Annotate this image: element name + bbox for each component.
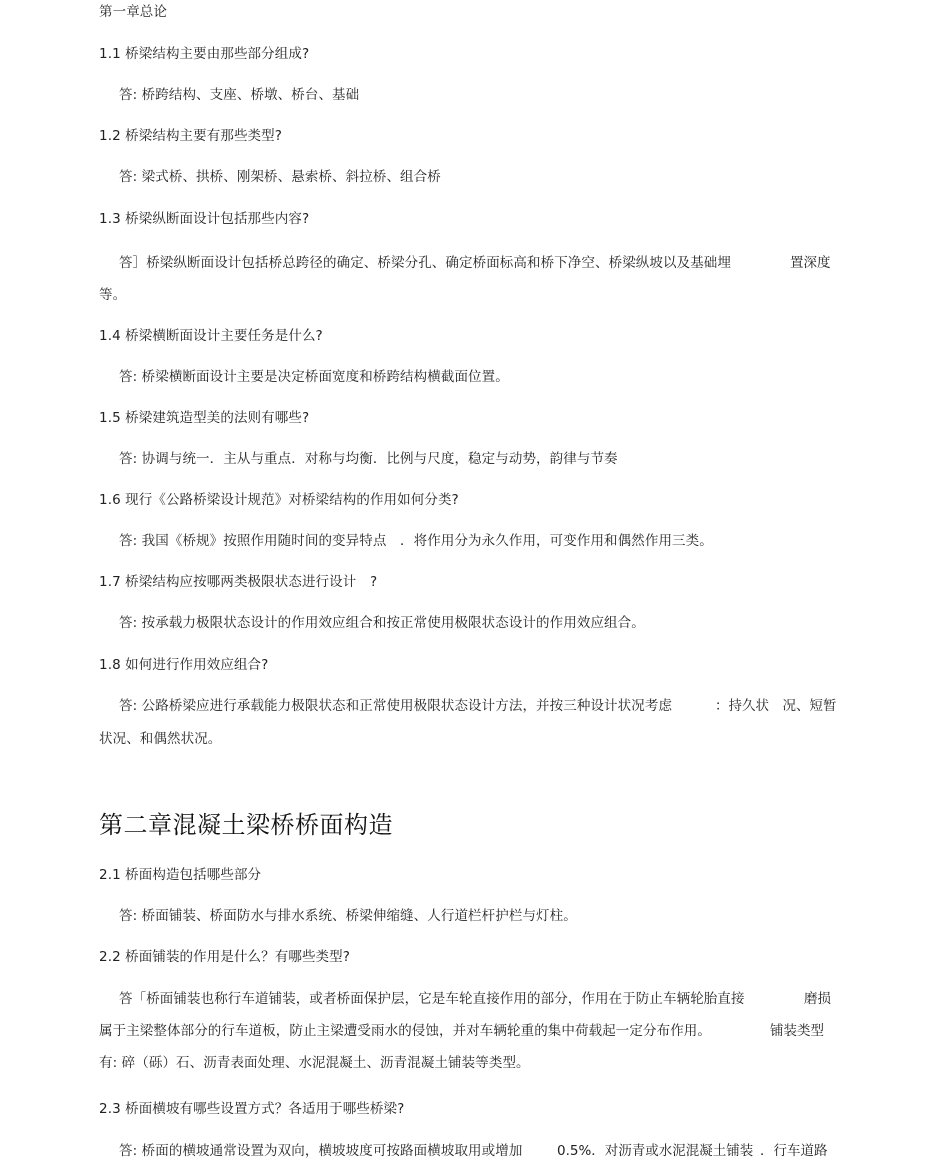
question-2-2: 2.2 桥面铺装的作用是什么？有哪些类型? [99,949,351,965]
question-1-6: 1.6 现行《公路桥梁设计规范》对桥梁结构的作用如何分类? [99,492,459,508]
answer-1-3-line-1: 答］桥梁纵断面设计包括桥总跨径的确定、桥梁分孔、确定桥面标高和桥下净空、桥梁纵坡以及基础埋 [119,255,731,271]
chapter-2-title: 第二章混凝土梁桥桥面构造 [99,811,393,839]
answer-2-2-line-2: 属于主梁整体部分的行车道板，防止主梁遭受雨水的侵蚀，并对车辆轮重的集中荷载起一定分布作用。 [99,1023,711,1039]
answer-2-1: 答: 桥面铺装、桥面防水与排水系统、桥梁伸缩缝、人行道栏杆护栏与灯柱。 [119,908,577,924]
answer-2-2-line-3: 有: 碎（砾）石、沥青表面处理、水泥混凝土、沥青混凝土铺装等类型。 [99,1055,530,1071]
answer-1-4: 答: 桥梁横断面设计主要是决定桥面宽度和桥跨结构横截面位置。 [119,369,509,385]
answer-1-3-line-1-end: 置深度 [790,255,831,271]
question-2-1: 2.1 桥面构造包括哪些部分 [99,867,262,883]
chapter-1-title: 第一章总论 [99,4,167,20]
answer-1-2: 答: 梁式桥、拱桥、刚架桥、悬索桥、斜拉桥、组合桥 [119,169,441,185]
answer-1-6: 答: 我国《桥规》按照作用随时间的变异特点 ．将作用分为永久作用，可变作用和偶然作用三类。 [119,533,713,549]
question-1-4: 1.4 桥梁横断面设计主要任务是什么? [99,328,323,344]
answer-2-3-line-1: 答: 桥面的横坡通常设置为双向，横坡坡度可按路面横坡取用或增加 [119,1143,523,1159]
answer-2-2-line-2-end: 铺装类型 [770,1023,824,1039]
answer-2-2-line-1-end: 磨损 [804,991,831,1007]
question-1-8: 1.8 如何进行作用效应组合? [99,657,269,673]
answer-1-5: 答: 协调与统一．主从与重点．对称与均衡．比例与尺度，稳定与动势，韵律与节奏 [119,451,618,467]
answer-1-8-line-1: 答: 公路桥梁应进行承载能力极限状态和正常使用极限状态设计方法，并按三种设计状况考虑 [119,698,673,714]
question-1-2: 1.2 桥梁结构主要有那些类型? [99,128,283,144]
question-1-3: 1.3 桥梁纵断面设计包括那些内容? [99,211,310,227]
answer-1-8-line-2: 状况、和偶然状况。 [99,731,222,747]
answer-1-3-line-2: 等。 [99,287,127,303]
answer-1-1: 答: 桥跨结构、支座、桥墩、桥台、基础 [119,87,360,103]
answer-1-7: 答: 按承载力极限状态设计的作用效应组合和按正常使用极限状态设计的作用效应组合。 [119,615,645,631]
answer-2-3-line-1-middle: 0.5%．对沥青或水泥混凝土铺装 [557,1143,754,1159]
question-1-5: 1.5 桥梁建筑造型美的法则有哪些? [99,410,310,426]
question-2-3: 2.3 桥面横坡有哪些设置方式？各适用于哪些桥梁? [99,1101,405,1117]
answer-2-2-line-1: 答「桥面铺装也称行车道铺装，或者桥面保护层，它是车轮直接作用的部分，作用在于防止车辆轮胎直接 [119,991,745,1007]
question-1-7: 1.7 桥梁结构应按哪两类极限状态进行设计 ? [99,574,378,590]
answer-2-3-line-1-end: ．行车道路 [760,1143,828,1159]
answer-1-8-line-1-end: ：持久状 况、短暂 [715,698,837,714]
question-1-1: 1.1 桥梁结构主要由那些部分组成? [99,46,310,62]
